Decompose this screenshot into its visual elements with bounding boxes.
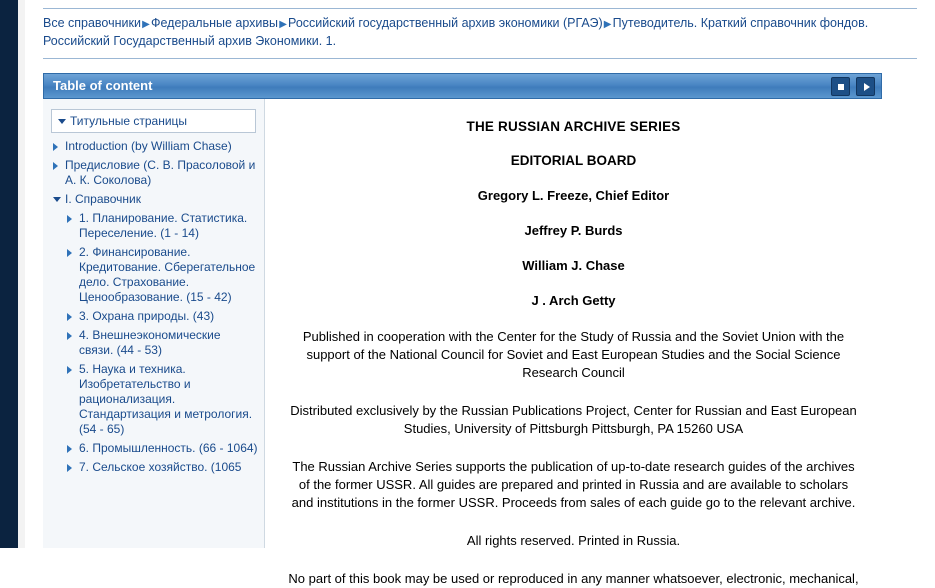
breadcrumb	[25, 9, 935, 56]
chevron-right-icon	[67, 464, 72, 472]
breadcrumb-item-2[interactable]: Российский государственный архив экономики (РГАЭ)	[288, 16, 603, 30]
breadcrumb-item-3[interactable]: Путеводитель. Краткий справочник фондов. Российский Государственный архив Экономики. 1.	[43, 16, 869, 48]
document-viewer	[265, 99, 882, 586]
sidebar-item-section-4[interactable]	[67, 328, 258, 358]
editor-name: Jeffrey P. Burds	[524, 223, 623, 238]
sidebar-item-label: Introduction (by William Chase)	[65, 139, 232, 153]
editor-name: William J. Chase	[522, 258, 625, 273]
chevron-right-icon	[67, 249, 72, 257]
sidebar-item-section-7[interactable]	[67, 460, 258, 475]
play-triangle-glyph	[864, 83, 870, 91]
sidebar-item-introduction[interactable]	[53, 139, 258, 154]
chevron-right-icon	[67, 332, 72, 340]
sidebar-item-label: 3. Охрана природы. (43)	[79, 309, 215, 323]
sidebar-item-spravochnik[interactable]	[53, 192, 258, 207]
sidebar-item-section-3[interactable]	[67, 309, 258, 324]
sidebar-item-preface[interactable]	[53, 158, 258, 188]
document-paragraph: Published in cooperation with the Center for the Study of Russia and the Soviet Union with the support of the National Council for Soviet and East European Studies and the Social Science Research Council	[302, 329, 845, 380]
sidebar-item-label: Титульные страницы	[70, 114, 188, 128]
sidebar-item-label: 7. Сельское хозяйство. (1065	[79, 460, 242, 474]
table-of-content-header-bar	[43, 73, 882, 99]
editor-name: J . Arch Getty	[531, 293, 616, 308]
sidebar-item-label: 6. Промышленность. (66 - 1064)	[79, 441, 258, 455]
document-paragraph: The Russian Archive Series supports the publication of up-to-date research guides of the archives of the former USSR. All guides are prepared and printed in Russia and are available to scholars and institutions in the former USSR. Proceeds from sales of each guide go to the relevant archive.	[291, 459, 856, 510]
breadcrumb-separator-icon: ▶	[603, 19, 612, 30]
left-decorative-strip	[0, 0, 25, 548]
sidebar-item-section-2[interactable]	[67, 245, 258, 305]
chevron-down-icon	[53, 197, 61, 202]
breadcrumb-separator-icon: ▶	[142, 19, 150, 30]
editor-name: Gregory L. Freeze, Chief Editor	[477, 188, 670, 203]
chevron-right-icon	[67, 215, 72, 223]
chevron-down-icon	[58, 119, 66, 124]
sidebar-item-label: 4. Внешнеэкономические связи. (44 - 53)	[79, 328, 221, 357]
breadcrumb-item-0[interactable]: Все справочники	[43, 16, 141, 30]
sidebar-item-section-5[interactable]	[67, 362, 258, 437]
chevron-right-icon	[53, 143, 58, 151]
document-paragraph: No part of this book may be used or reproduced in any manner whatsoever, electronic, mechanical,	[288, 571, 859, 586]
breadcrumb-region	[25, 0, 935, 59]
sidebar-item-title-pages[interactable]	[51, 109, 256, 133]
chevron-right-icon	[67, 445, 72, 453]
toc-list	[43, 139, 264, 475]
document-paragraph: Distributed exclusively by the Russian Publications Project, Center for Russian and East European Studies, University of Pittsburgh Pittsburgh, PA 15260 USA	[290, 403, 857, 436]
breadcrumb-bottom-rule	[43, 58, 917, 59]
breadcrumb-separator-icon: ▶	[279, 19, 287, 30]
breadcrumb-item-1[interactable]: Федеральные архивы	[150, 16, 279, 30]
sidebar-item-label: I. Справочник	[65, 192, 141, 206]
stop-icon[interactable]	[831, 77, 850, 96]
table-of-content-sidebar[interactable]	[43, 99, 265, 548]
chevron-right-icon	[53, 162, 58, 170]
toc-bar-buttons	[831, 77, 875, 96]
table-of-content-title: Table of content	[53, 78, 153, 93]
stop-square-glyph	[838, 84, 844, 90]
sidebar-item-section-6[interactable]	[67, 441, 258, 456]
content-area	[43, 99, 882, 586]
chevron-right-icon	[67, 366, 72, 374]
play-icon[interactable]	[856, 77, 875, 96]
left-strip-inner	[18, 0, 25, 548]
chevron-right-icon	[67, 313, 72, 321]
sidebar-item-label: 5. Наука и техника. Изобретательство и рационализация. Стандартизация и метрология. (54 - 65)	[79, 362, 253, 436]
sidebar-item-label: Предисловие (С. В. Прасоловой и А. К. Соколова)	[65, 158, 256, 187]
document-title: THE RUSSIAN ARCHIVE SERIES	[466, 119, 681, 134]
document-paragraph: All rights reserved. Printed in Russia.	[466, 533, 681, 548]
document-subtitle: EDITORIAL BOARD	[510, 153, 637, 168]
sidebar-item-label: 1. Планирование. Статистика. Переселение. (1 - 14)	[79, 211, 248, 240]
sidebar-item-section-1[interactable]	[67, 211, 258, 241]
sidebar-item-label: 2. Финансирование. Кредитование. Сберегательное дело. Страхование. Ценообразование. (15 - 42)	[79, 245, 256, 304]
